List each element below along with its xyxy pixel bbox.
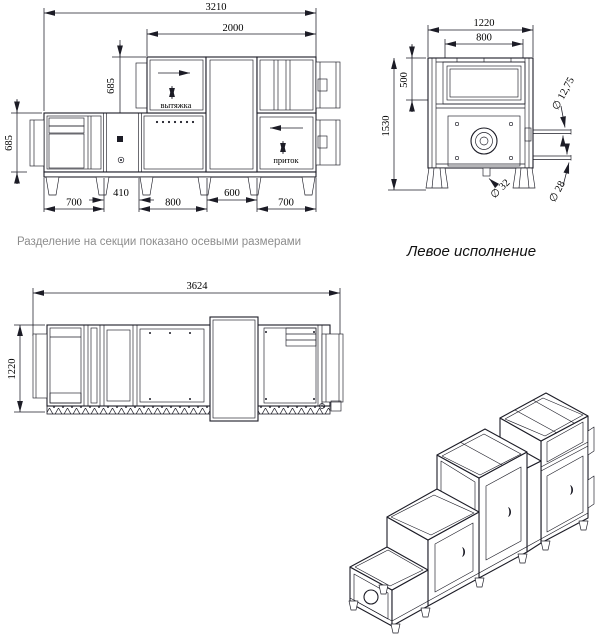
rear-flange-lower (588, 476, 594, 508)
dim-section-2: 410 (113, 188, 129, 199)
side-view-legs (46, 177, 315, 195)
dim-plan-length: 3624 (186, 281, 208, 292)
dim-front-width: 1220 (473, 18, 495, 29)
dim-pipe-small: ∅ 12,75 (550, 75, 577, 113)
dim-opening-height: 500 (399, 72, 410, 88)
side-view-drawing (4, 2, 340, 212)
dim-body-height: 685 (4, 135, 15, 151)
dim-total-length: 3210 (205, 2, 227, 13)
dim-pipe-large: ∅ 28 (547, 179, 568, 205)
front-view-drawing (381, 18, 577, 204)
dim-upper-length: 2000 (222, 23, 244, 34)
dim-opening-width: 800 (476, 32, 492, 44)
drain-stub (483, 168, 490, 176)
heat-exchanger-pipes (533, 129, 571, 161)
isometric-view-drawing (349, 393, 594, 633)
label-supply: приток (273, 155, 299, 165)
front-leg-left (426, 168, 448, 188)
plan-view-drawing (7, 281, 343, 421)
sections-note: Разделение на секции показано осевыми размерами (17, 236, 302, 248)
label-exhaust: вытяжка (160, 100, 192, 110)
dim-drain: ∅ 32 (488, 177, 513, 201)
dim-section-5: 700 (278, 197, 294, 209)
rear-flange-upper (588, 427, 594, 455)
front-leg-right (513, 168, 535, 188)
variant-label: Левое исполнение (407, 243, 537, 260)
dim-plan-width: 1220 (7, 358, 18, 380)
dim-front-height: 1530 (381, 115, 392, 137)
dim-section-1: 700 (66, 197, 82, 209)
dim-section-4: 600 (224, 188, 240, 199)
dim-section-3: 800 (165, 197, 181, 209)
dim-upper-height: 685 (106, 78, 117, 94)
side-view-bottom-dims (44, 178, 316, 212)
